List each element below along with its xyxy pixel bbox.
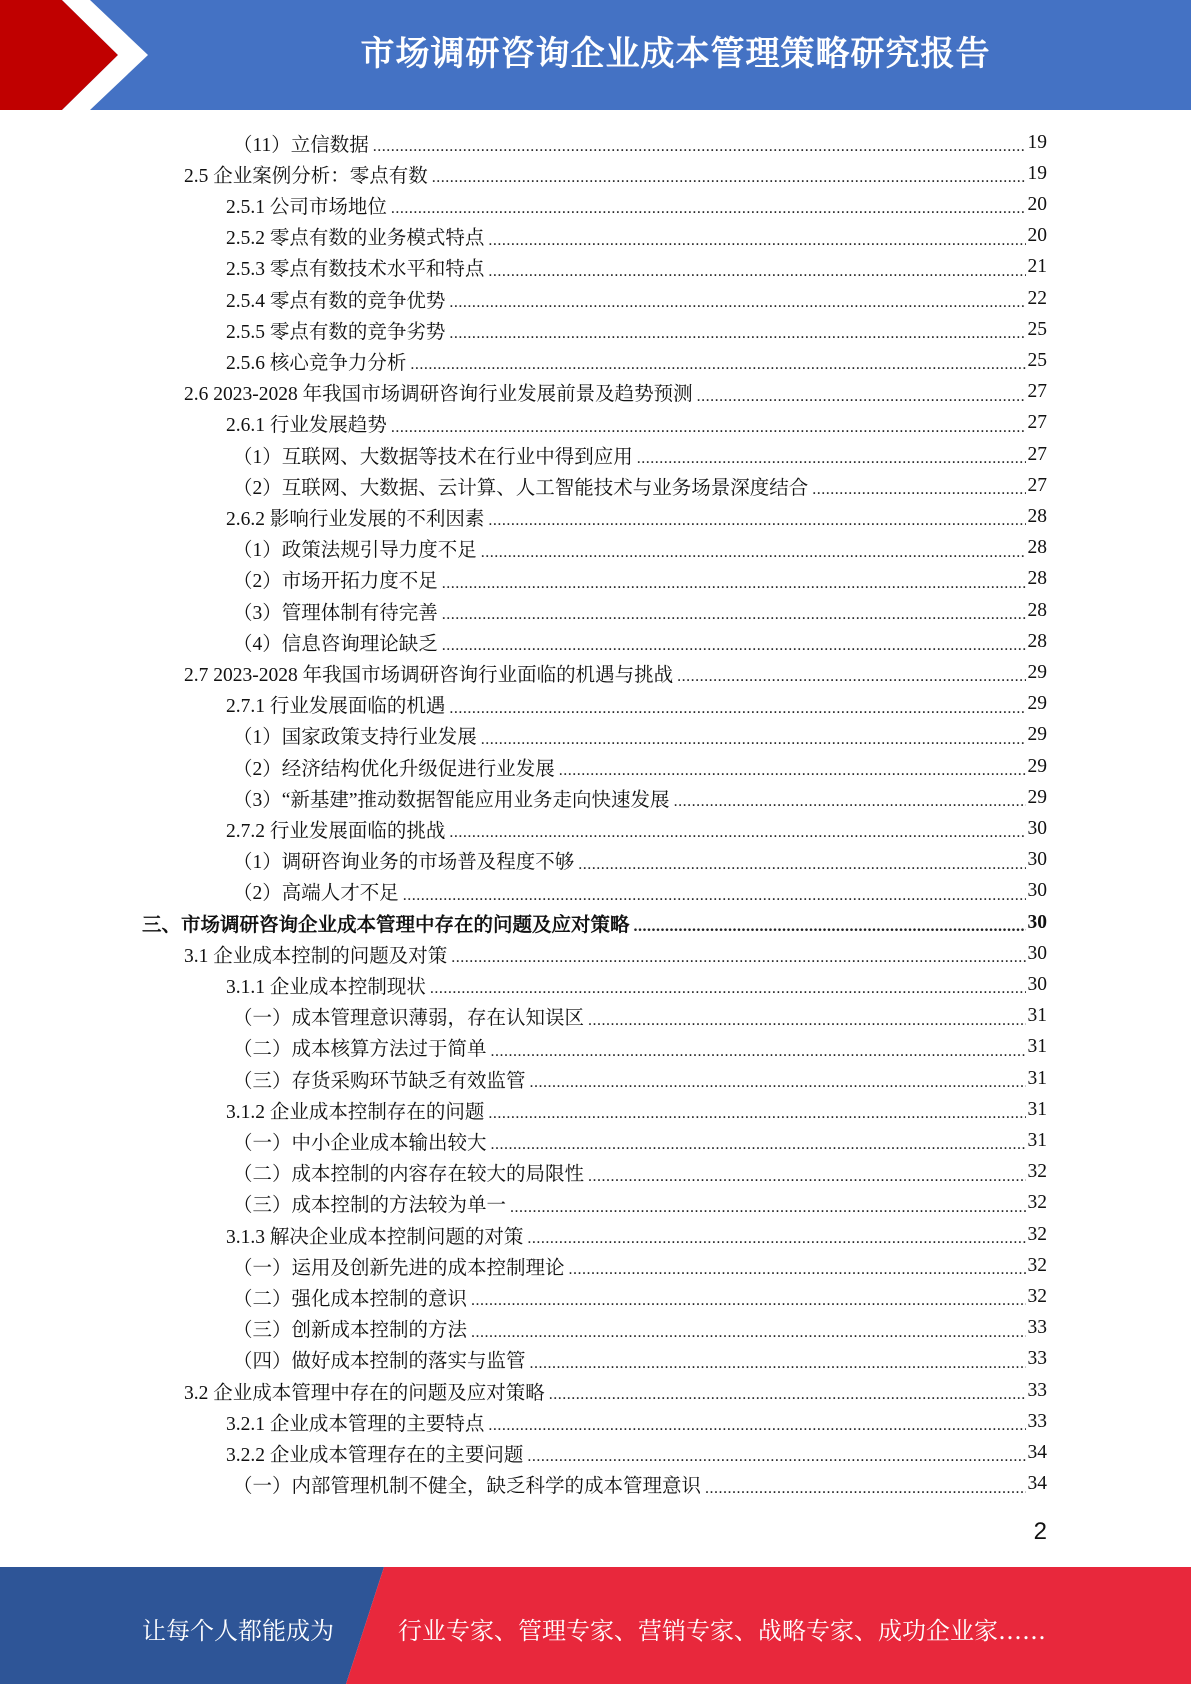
toc-entry-label: 2.5.1 公司市场地位 [226, 196, 387, 218]
toc-leader-dots [488, 229, 1025, 248]
toc-leader-dots [637, 447, 1026, 466]
toc-entry-label: 2.6.1 行业发展趋势 [226, 415, 387, 437]
toc-entry-label: 2.7.1 行业发展面临的机遇 [226, 696, 446, 718]
toc-entry-label: （四）做好成本控制的落实与监管 [233, 1351, 526, 1373]
toc-leader-dots [442, 634, 1026, 653]
toc-leader-dots [578, 853, 1025, 872]
toc-entry-page: 33 [1027, 1348, 1047, 1370]
toc-entry-page: 29 [1027, 724, 1047, 746]
toc-entry-label: （三）创新成本控制的方法 [233, 1320, 468, 1342]
toc-entry[interactable] [226, 345, 1047, 376]
toc-entry-label: （三）成本控制的方法较为单一 [233, 1195, 507, 1217]
toc-entry-page: 30 [1027, 880, 1047, 902]
toc-entry-page: 29 [1027, 786, 1047, 808]
toc-entry[interactable] [233, 720, 1047, 751]
toc-leader-dots [471, 1289, 1025, 1308]
toc-leader-dots [488, 1414, 1025, 1433]
toc-entry-label: （11）立信数据 [233, 134, 369, 156]
toc-entry[interactable] [226, 283, 1047, 314]
toc-entry-page: 28 [1027, 505, 1047, 527]
toc-entry-label: （2）经济结构优化升级促进行业发展 [233, 758, 555, 780]
toc-entry[interactable] [233, 1313, 1047, 1344]
toc-entry[interactable] [226, 252, 1047, 283]
toc-entry[interactable] [226, 1406, 1047, 1437]
toc-leader-dots [488, 1102, 1025, 1121]
toc-leader-dots [451, 946, 1025, 965]
toc-entry[interactable] [226, 689, 1047, 720]
document-title: 市场调研咨询企业成本管理策略研究报告 [360, 34, 991, 74]
toc-entry[interactable] [233, 1469, 1047, 1500]
toc-entry-label: 2.5.6 核心竞争力分析 [226, 352, 407, 374]
toc-entry-label: （三）存货采购环节缺乏有效监管 [233, 1070, 526, 1092]
toc-entry-label: （1）国家政策支持行业发展 [233, 727, 477, 749]
toc-leader-dots [530, 1071, 1026, 1090]
toc-entry[interactable] [233, 1188, 1047, 1219]
toc-leader-dots [559, 759, 1026, 778]
toc-entry[interactable] [233, 595, 1047, 626]
toc-entry-page: 29 [1027, 693, 1047, 715]
toc-entry[interactable] [233, 1344, 1047, 1375]
toc-entry-page: 27 [1027, 412, 1047, 434]
page-header [0, 0, 1191, 110]
toc-entry-label: 3.1.2 企业成本控制存在的问题 [226, 1101, 485, 1123]
toc-leader-dots [488, 509, 1025, 528]
toc-leader-dots [812, 478, 1025, 497]
toc-entry[interactable] [233, 876, 1047, 907]
footer-slogan-right: 行业专家、管理专家、营销专家、战略专家、成功企业家…… [398, 1617, 1046, 1645]
toc-entry-label: 3.1.3 解决企业成本控制问题的对策 [226, 1226, 524, 1248]
toc-entry-label: （4）信息咨询理论缺乏 [233, 633, 438, 655]
toc-entry-page: 31 [1027, 1067, 1047, 1089]
toc-entry-label: 3.2 企业成本管理中存在的问题及应对策略 [184, 1382, 545, 1404]
toc-entry-label: （二）强化成本控制的意识 [233, 1288, 468, 1310]
toc-entry[interactable] [233, 1157, 1047, 1188]
toc-entry-page: 28 [1027, 537, 1047, 559]
toc-leader-dots [442, 572, 1026, 591]
toc-entry[interactable] [184, 377, 1047, 408]
toc-entry-label: 2.5.3 零点有数技术水平和特点 [226, 259, 485, 281]
toc-leader-dots [634, 915, 1026, 934]
toc-leader-dots [510, 1196, 1025, 1215]
toc-leader-dots [549, 1383, 1026, 1402]
toc-leader-dots [449, 291, 1025, 310]
toc-entry[interactable] [233, 751, 1047, 782]
toc-entry[interactable] [233, 564, 1047, 595]
toc-entry[interactable] [233, 1281, 1047, 1312]
toc-entry-label: 2.5.5 零点有数的竞争劣势 [226, 321, 446, 343]
footer-slogan-left: 让每个人都能成为 [142, 1617, 334, 1645]
toc-entry-page: 20 [1027, 225, 1047, 247]
toc-entry-page: 30 [1027, 849, 1047, 871]
toc-entry-page: 30 [1027, 942, 1047, 964]
toc-leader-dots [530, 1352, 1026, 1371]
toc-entry-label: （2）高端人才不足 [233, 883, 399, 905]
toc-leader-dots [588, 1165, 1025, 1184]
toc-leader-dots [527, 1227, 1025, 1246]
toc-entry[interactable] [233, 1001, 1047, 1032]
toc-entry-page: 31 [1027, 1098, 1047, 1120]
toc-entry-page: 28 [1027, 630, 1047, 652]
toc-leader-dots [449, 697, 1025, 716]
toc-entry-page: 30 [1027, 973, 1047, 995]
toc-leader-dots [588, 1009, 1025, 1028]
toc-entry-label: 2.5.4 零点有数的竞争优势 [226, 290, 446, 312]
toc-entry[interactable] [226, 189, 1047, 220]
toc-entry-page: 32 [1027, 1223, 1047, 1245]
toc-leader-dots [373, 135, 1026, 154]
toc-entry-label: （3）管理体制有待完善 [233, 602, 438, 624]
toc-leader-dots [481, 541, 1026, 560]
toc-entry[interactable] [226, 813, 1047, 844]
toc-entry-label: （2）市场开拓力度不足 [233, 571, 438, 593]
toc-entry-label: 2.6 2023-2028 年我国市场调研咨询行业发展前景及趋势预测 [184, 384, 693, 406]
toc-entry-label: 3.1.1 企业成本控制现状 [226, 976, 426, 998]
toc-leader-dots [481, 728, 1026, 747]
toc-entry-page: 33 [1027, 1410, 1047, 1432]
toc-entry[interactable] [184, 1375, 1047, 1406]
toc-leader-dots [430, 977, 1026, 996]
toc-leader-dots [403, 884, 1026, 903]
toc-entry[interactable] [142, 907, 1047, 938]
toc-leader-dots [471, 1321, 1025, 1340]
toc-entry[interactable] [233, 1125, 1047, 1156]
toc-entry-label: （3）“新基建”推动数据智能应用业务走向快速发展 [233, 789, 670, 811]
toc-entry-page: 27 [1027, 381, 1047, 403]
toc-entry-page: 19 [1027, 162, 1047, 184]
toc-entry[interactable] [233, 1063, 1047, 1094]
toc-leader-dots [391, 416, 1026, 435]
page-number: 2 [1033, 1518, 1047, 1545]
toc-leader-dots [391, 197, 1026, 216]
toc-entry[interactable] [226, 1219, 1047, 1250]
toc-leader-dots [491, 1040, 1026, 1059]
toc-entry-label: 3.2.2 企业成本管理存在的主要问题 [226, 1444, 524, 1466]
toc-leader-dots [449, 322, 1025, 341]
toc-entry-page: 28 [1027, 568, 1047, 590]
toc-entry-page: 32 [1027, 1192, 1047, 1214]
toc-entry-page: 28 [1027, 599, 1047, 621]
toc-entry-label: （2）互联网、大数据、云计算、人工智能技术与业务场景深度结合 [233, 477, 809, 499]
toc-leader-dots [432, 166, 1026, 185]
toc-leader-dots [527, 1445, 1025, 1464]
toc-entry-page: 30 [1027, 911, 1047, 933]
toc-entry-page: 29 [1027, 755, 1047, 777]
toc-entry[interactable] [226, 221, 1047, 252]
toc-entry-page: 30 [1027, 817, 1047, 839]
toc-entry-label: （二）成本核算方法过于简单 [233, 1039, 487, 1061]
toc-entry[interactable] [226, 408, 1047, 439]
toc-entry-label: （二）成本控制的内容存在较大的局限性 [233, 1164, 585, 1186]
toc-entry-page: 31 [1027, 1036, 1047, 1058]
toc-entry[interactable] [233, 626, 1047, 657]
toc-entry-page: 31 [1027, 1005, 1047, 1027]
toc-leader-dots [677, 665, 1025, 684]
toc-entry-label: （一）内部管理机制不健全，缺乏科学的成本管理意识 [233, 1476, 702, 1498]
toc-entry-label: （1）互联网、大数据等技术在行业中得到应用 [233, 446, 633, 468]
toc-entry-page: 27 [1027, 474, 1047, 496]
toc-entry[interactable] [233, 782, 1047, 813]
toc-entry-page: 32 [1027, 1285, 1047, 1307]
toc-leader-dots [569, 1258, 1026, 1277]
toc-entry[interactable] [233, 439, 1047, 470]
toc-entry-label: 3.2.1 企业成本管理的主要特点 [226, 1413, 485, 1435]
toc-entry[interactable] [233, 127, 1047, 158]
toc-entry[interactable] [184, 938, 1047, 969]
toc-entry[interactable] [226, 1094, 1047, 1125]
toc-entry[interactable] [184, 158, 1047, 189]
toc-entry[interactable] [226, 501, 1047, 532]
toc-entry-label: （一）运用及创新先进的成本控制理论 [233, 1257, 565, 1279]
toc-entry-label: （一）成本管理意识薄弱，存在认知误区 [233, 1008, 585, 1030]
toc-leader-dots [442, 603, 1026, 622]
toc-entry-page: 33 [1027, 1317, 1047, 1339]
toc-leader-dots [491, 1133, 1026, 1152]
toc-entry[interactable] [226, 314, 1047, 345]
toc-entry-label: 2.7.2 行业发展面临的挑战 [226, 820, 446, 842]
toc-entry-page: 20 [1027, 193, 1047, 215]
toc-entry-label: 2.5.2 零点有数的业务模式特点 [226, 228, 485, 250]
toc-entry-label: 3.1 企业成本控制的问题及对策 [184, 945, 448, 967]
toc-entry-page: 34 [1027, 1473, 1047, 1495]
toc-entry-label: （1）调研咨询业务的市场普及程度不够 [233, 852, 575, 874]
toc-leader-dots [674, 790, 1026, 809]
toc-entry-page: 25 [1027, 318, 1047, 340]
toc-entry-label: 2.5 企业案例分析：零点有数 [184, 165, 428, 187]
toc-leader-dots [410, 353, 1025, 372]
toc-entry[interactable] [233, 1250, 1047, 1281]
toc-entry[interactable] [226, 1437, 1047, 1468]
toc-entry[interactable] [233, 470, 1047, 501]
toc-entry-page: 27 [1027, 443, 1047, 465]
toc-leader-dots [705, 1477, 1025, 1496]
toc-entry[interactable] [184, 657, 1047, 688]
toc-entry[interactable] [233, 533, 1047, 564]
toc-entry-page: 25 [1027, 349, 1047, 371]
toc-entry-page: 31 [1027, 1129, 1047, 1151]
toc-entry-page: 19 [1027, 131, 1047, 153]
toc-leader-dots [697, 385, 1026, 404]
toc-entry-label: 三、市场调研咨询企业成本管理中存在的问题及应对策略 [142, 914, 630, 936]
toc-entry-page: 32 [1027, 1254, 1047, 1276]
toc-entry[interactable] [226, 969, 1047, 1000]
toc-entry-page: 21 [1027, 256, 1047, 278]
toc-entry-label: （一）中小企业成本输出较大 [233, 1132, 487, 1154]
toc-entry-page: 29 [1027, 661, 1047, 683]
toc-leader-dots [449, 821, 1025, 840]
toc-entry-label: 2.7 2023-2028 年我国市场调研咨询行业面临的机遇与挑战 [184, 664, 674, 686]
toc-entry[interactable] [233, 1032, 1047, 1063]
toc-entry-label: 2.6.2 影响行业发展的不利因素 [226, 508, 485, 530]
toc-entry-page: 32 [1027, 1161, 1047, 1183]
toc-entry-label: （1）政策法规引导力度不足 [233, 540, 477, 562]
toc-entry-page: 22 [1027, 287, 1047, 309]
toc-entry-page: 33 [1027, 1379, 1047, 1401]
toc-leader-dots [488, 260, 1025, 279]
toc-entry[interactable] [233, 845, 1047, 876]
page-footer [0, 1567, 1191, 1684]
toc-entry-page: 34 [1027, 1441, 1047, 1463]
